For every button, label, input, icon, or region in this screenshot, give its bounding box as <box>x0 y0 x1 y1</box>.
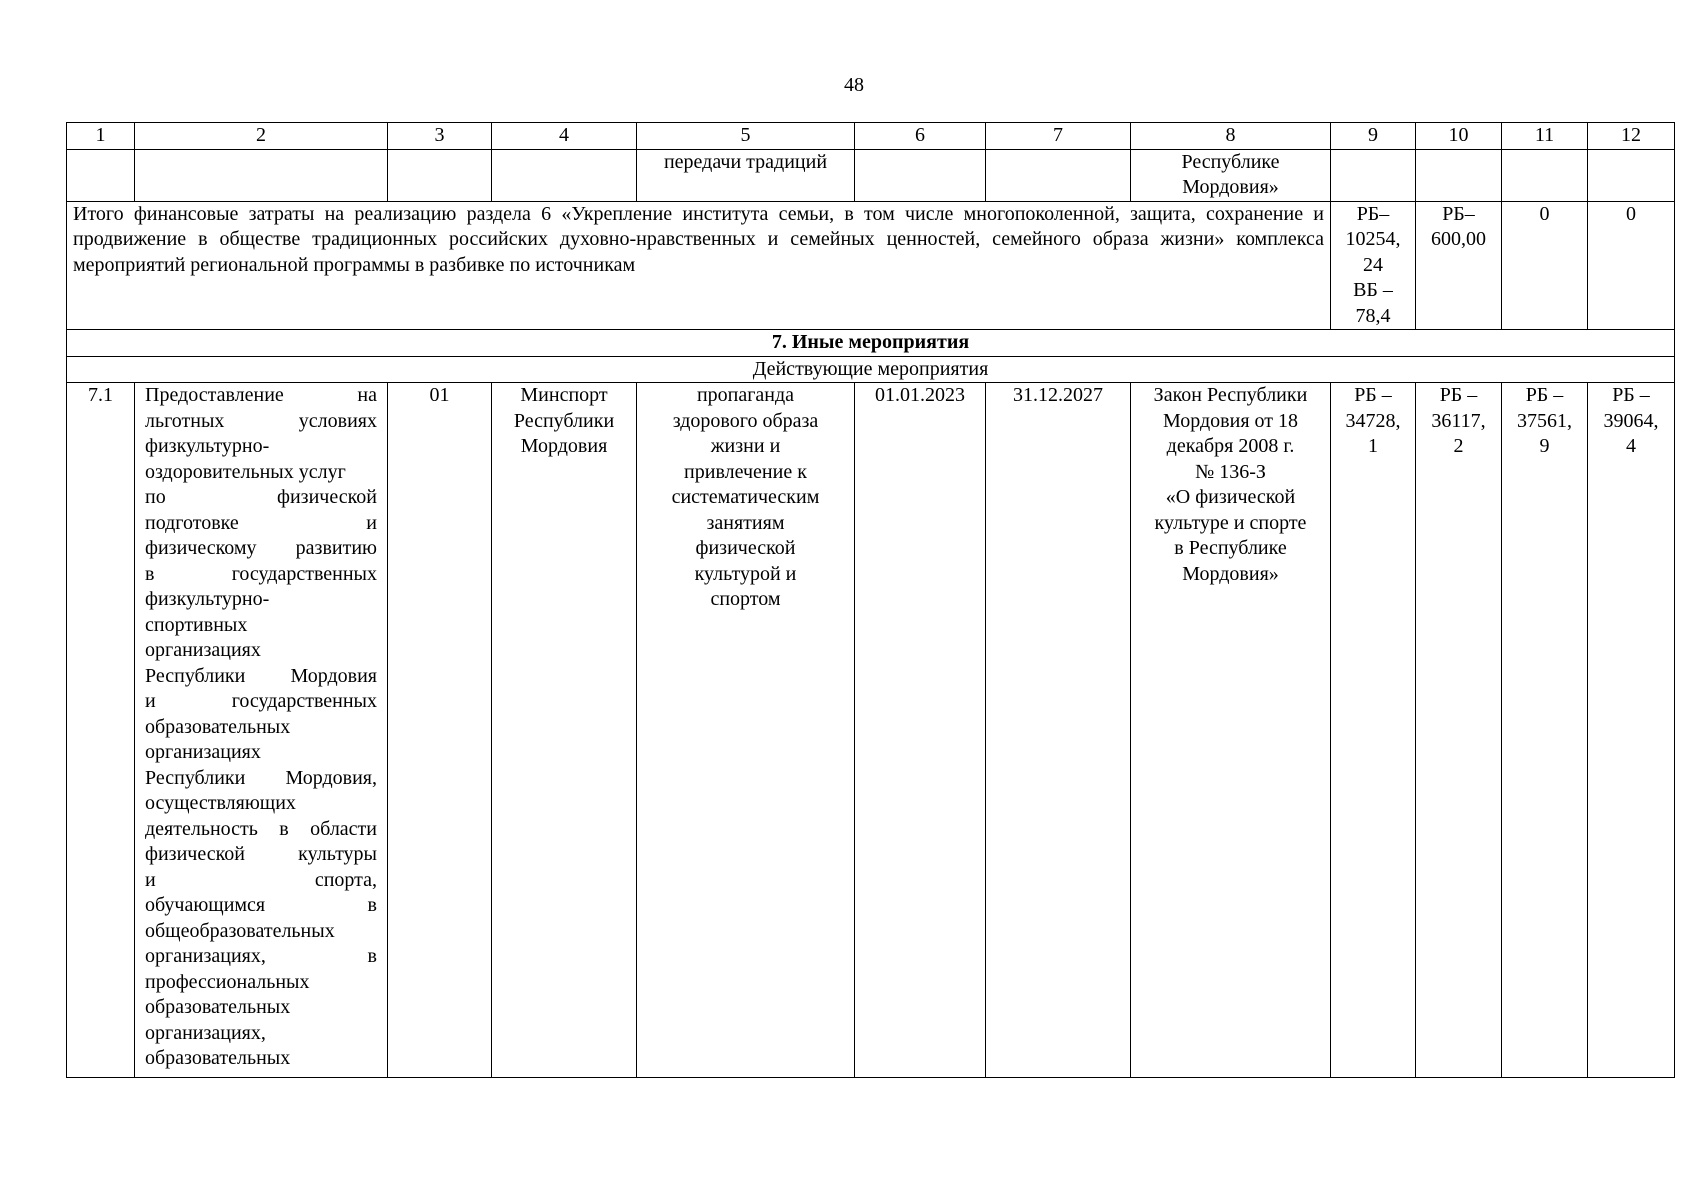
legal-basis: Закон Республики Мордовия от 18 декабря 2008 г. № 136-З «О физической культуре и спорте в Республике Мордовия» <box>1131 383 1331 1078</box>
row-number: 7.1 <box>67 383 135 1078</box>
end-date: 31.12.2027 <box>986 383 1131 1078</box>
continuation-row <box>67 149 1675 201</box>
empty-cell <box>492 149 637 201</box>
responsible-executor: Минспорт Республики Мордовия <box>492 383 637 1078</box>
start-date: 01.01.2023 <box>855 383 986 1078</box>
empty-cell <box>986 149 1131 201</box>
table-row <box>67 383 1675 1078</box>
column-number: 5 <box>637 123 855 150</box>
column-number: 3 <box>388 123 492 150</box>
column-number: 6 <box>855 123 986 150</box>
column-number: 10 <box>1416 123 1502 150</box>
column-number: 4 <box>492 123 637 150</box>
column-number: 2 <box>135 123 388 150</box>
continuation-goal-cell: передачи традиций <box>637 149 855 201</box>
column-number: 1 <box>67 123 135 150</box>
program-table <box>66 122 1675 1078</box>
total-col10: РБ– 600,00 <box>1416 201 1502 330</box>
subsection-title: Действующие мероприятия <box>67 356 1675 383</box>
measure-code: 01 <box>388 383 492 1078</box>
empty-cell <box>1331 149 1416 201</box>
measure-description: Предоставление на льготных условиях физкультурно- оздоровительных услуг по физической подготовке и физическому развитию в государственных физкультурно- спортивных организациях Республики Мордовия и государственных образовательных организациях Республики Мордовия, осуществляющих деятельность в области физической культуры и спорта, обучающимся в общеобразовательных организациях, в профессиональных образовательных организациях, образовательных <box>135 383 388 1078</box>
section-title: 7. Иные мероприятия <box>67 330 1675 357</box>
total-row <box>67 201 1675 330</box>
subsection-row <box>67 356 1675 383</box>
column-number: 11 <box>1502 123 1588 150</box>
empty-cell <box>1588 149 1675 201</box>
total-description: Итого финансовые затраты на реализацию раздела 6 «Укрепление института семьи, в том числе многопоколенной, защита, сохранение и продвижение в обществе традиционных российских духовно-нравственных и семейных ценностей, семейного образа жизни» комплекса мероприятий региональной программы в разбивке по источникам <box>67 201 1331 330</box>
empty-cell <box>135 149 388 201</box>
measure-goal: пропаганда здорового образа жизни и привлечение к систематическим занятиям физической культурой и спортом <box>637 383 855 1078</box>
page-number: 48 <box>844 74 864 96</box>
total-col9: РБ– 10254, 24 ВБ – 78,4 <box>1331 201 1416 330</box>
funding-col12: РБ – 39064, 4 <box>1588 383 1675 1078</box>
total-col11: 0 <box>1502 201 1588 330</box>
column-number: 7 <box>986 123 1131 150</box>
continuation-basis-cell: Республике Мордовия» <box>1131 149 1331 201</box>
empty-cell <box>855 149 986 201</box>
empty-cell <box>1502 149 1588 201</box>
funding-col9: РБ – 34728, 1 <box>1331 383 1416 1078</box>
empty-cell <box>388 149 492 201</box>
column-number-row <box>67 123 1675 150</box>
section-row <box>67 330 1675 357</box>
column-number: 8 <box>1131 123 1331 150</box>
empty-cell <box>67 149 135 201</box>
funding-col11: РБ – 37561, 9 <box>1502 383 1588 1078</box>
column-number: 9 <box>1331 123 1416 150</box>
empty-cell <box>1416 149 1502 201</box>
funding-col10: РБ – 36117, 2 <box>1416 383 1502 1078</box>
total-col12: 0 <box>1588 201 1675 330</box>
column-number: 12 <box>1588 123 1675 150</box>
